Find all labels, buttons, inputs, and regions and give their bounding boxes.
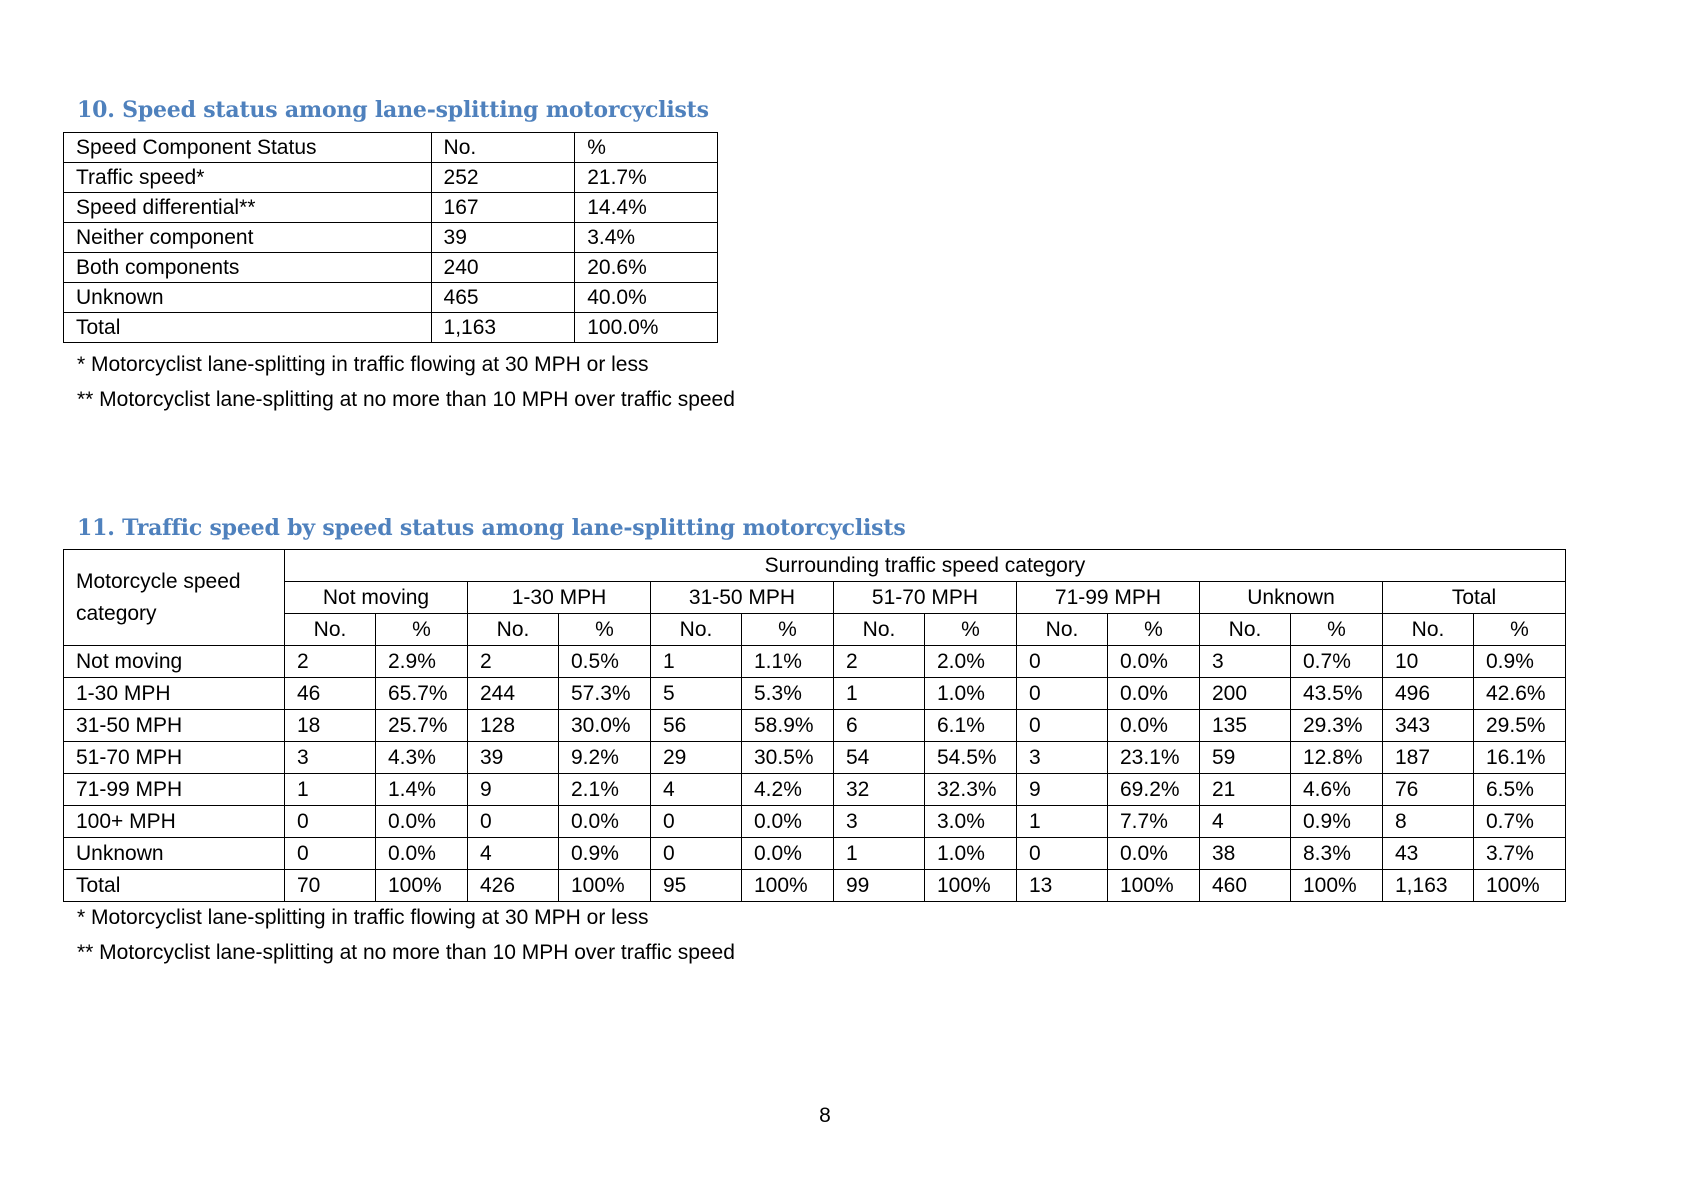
table-header-row	[64, 133, 718, 163]
table-total-row	[64, 313, 718, 343]
table-cell: 7.7%	[1108, 806, 1200, 838]
table-cell: 465	[431, 283, 575, 313]
table-cell: 9.2%	[559, 742, 651, 774]
table-cell: 135	[1200, 710, 1291, 742]
table-cell: 0.7%	[1474, 806, 1566, 838]
table-cell: Traffic speed*	[64, 163, 432, 193]
table-cell: 1.4%	[376, 774, 468, 806]
column-header: %	[1474, 614, 1566, 646]
table-cell: 0.0%	[1108, 646, 1200, 678]
table-cell: 76	[1383, 774, 1474, 806]
table-cell: 100%	[559, 870, 651, 902]
table-cell: 54.5%	[925, 742, 1017, 774]
table-cell: 0.0%	[1108, 678, 1200, 710]
table-cell: 21	[1200, 774, 1291, 806]
table-cell: Both components	[64, 253, 432, 283]
table-cell: 20.6%	[575, 253, 718, 283]
table-cell: 1,163	[431, 313, 575, 343]
table-cell: 0.0%	[1108, 838, 1200, 870]
table-cell: 0.9%	[1474, 646, 1566, 678]
table-cell: 32.3%	[925, 774, 1017, 806]
column-header: %	[376, 614, 468, 646]
row-label: 71-99 MPH	[64, 774, 285, 806]
column-header: No.	[1200, 614, 1291, 646]
table-cell: 1.0%	[925, 838, 1017, 870]
table-cell: 30.5%	[742, 742, 834, 774]
table-cell: 2.1%	[559, 774, 651, 806]
table-cell: 0.9%	[1291, 806, 1383, 838]
table-cell: 1	[651, 646, 742, 678]
table-row	[64, 223, 718, 253]
row-label: 31-50 MPH	[64, 710, 285, 742]
table-cell: 6.1%	[925, 710, 1017, 742]
table-cell: 100%	[742, 870, 834, 902]
table-cell: 496	[1383, 678, 1474, 710]
table-cell: 10	[1383, 646, 1474, 678]
table-row	[64, 678, 1566, 710]
table-cell: 14.4%	[575, 193, 718, 223]
row-label: 51-70 MPH	[64, 742, 285, 774]
table-cell: 0	[651, 838, 742, 870]
table-cell: 3	[285, 742, 376, 774]
table-cell: 25.7%	[376, 710, 468, 742]
table-cell: 0	[285, 838, 376, 870]
table-10-title: 10. Speed status among lane-splitting motorcyclists	[77, 97, 709, 123]
table-cell: 460	[1200, 870, 1291, 902]
table-cell: 4.2%	[742, 774, 834, 806]
category-header: Unknown	[1200, 582, 1383, 614]
table-cell: 240	[431, 253, 575, 283]
table-cell: 43.5%	[1291, 678, 1383, 710]
table-row	[64, 774, 1566, 806]
table-cell: 100%	[1108, 870, 1200, 902]
table-cell: 0	[1017, 646, 1108, 678]
table-cell: 426	[468, 870, 559, 902]
table-cell: 4	[651, 774, 742, 806]
table-row	[64, 742, 1566, 774]
table-cell: 0.9%	[559, 838, 651, 870]
group-header-row	[64, 550, 1566, 582]
table-cell: 0	[285, 806, 376, 838]
table-cell: 46	[285, 678, 376, 710]
table-total-row	[64, 870, 1566, 902]
column-header: No.	[834, 614, 925, 646]
table-cell: 56	[651, 710, 742, 742]
table-cell: 29.5%	[1474, 710, 1566, 742]
category-header: 71-99 MPH	[1017, 582, 1200, 614]
table-cell: 3.0%	[925, 806, 1017, 838]
table-cell: 0.0%	[1108, 710, 1200, 742]
table-cell: 1.1%	[742, 646, 834, 678]
table-cell: 59	[1200, 742, 1291, 774]
table-row	[64, 253, 718, 283]
table-cell: 0	[1017, 678, 1108, 710]
footnote-traffic-speed: * Motorcyclist lane-splitting in traffic flowing at 30 MPH or less	[77, 353, 649, 376]
footnote-traffic-speed: * Motorcyclist lane-splitting in traffic flowing at 30 MPH or less	[77, 906, 649, 929]
table-cell: 43	[1383, 838, 1474, 870]
table-cell: 0	[1017, 710, 1108, 742]
column-header: %	[925, 614, 1017, 646]
table-cell: 100%	[1291, 870, 1383, 902]
table-11-title: 11. Traffic speed by speed status among lane-splitting motorcyclists	[77, 515, 906, 541]
table-cell: 3.4%	[575, 223, 718, 253]
table-cell: 57.3%	[559, 678, 651, 710]
table-cell: Unknown	[64, 283, 432, 313]
table-cell: 128	[468, 710, 559, 742]
speed-status-table	[63, 132, 718, 343]
row-label: 1-30 MPH	[64, 678, 285, 710]
table-cell: 5	[651, 678, 742, 710]
table-cell: 65.7%	[376, 678, 468, 710]
table-row	[64, 646, 1566, 678]
table-cell: 18	[285, 710, 376, 742]
group-header: Surrounding traffic speed category	[285, 550, 1566, 582]
table-row	[64, 193, 718, 223]
row-label: Not moving	[64, 646, 285, 678]
table-cell: 4.6%	[1291, 774, 1383, 806]
table-cell: 4	[1200, 806, 1291, 838]
table-cell: 0.0%	[742, 838, 834, 870]
table-cell: 16.1%	[1474, 742, 1566, 774]
footnote-speed-differential: ** Motorcyclist lane-splitting at no more than 10 MPH over traffic speed	[77, 388, 735, 411]
table-cell: 54	[834, 742, 925, 774]
table-cell: 100%	[1474, 870, 1566, 902]
table-cell: 3	[1200, 646, 1291, 678]
table-cell: 0	[468, 806, 559, 838]
table-cell: 1	[834, 838, 925, 870]
table-row	[64, 710, 1566, 742]
table-cell: 29.3%	[1291, 710, 1383, 742]
column-header: %	[1108, 614, 1200, 646]
table-cell: 2.9%	[376, 646, 468, 678]
table-cell: 13	[1017, 870, 1108, 902]
table-cell: 21.7%	[575, 163, 718, 193]
table-cell: 8	[1383, 806, 1474, 838]
table-cell: 6	[834, 710, 925, 742]
table-cell: 2	[468, 646, 559, 678]
table-cell: Neither component	[64, 223, 432, 253]
table-cell: 0	[1017, 838, 1108, 870]
category-header: 51-70 MPH	[834, 582, 1017, 614]
table-cell: 70	[285, 870, 376, 902]
table-cell: 0.0%	[376, 838, 468, 870]
table-cell: 1.0%	[925, 678, 1017, 710]
table-cell: 9	[468, 774, 559, 806]
table-cell: 32	[834, 774, 925, 806]
table-cell: 3	[834, 806, 925, 838]
table-cell: 38	[1200, 838, 1291, 870]
column-header: %	[1291, 614, 1383, 646]
category-header: Not moving	[285, 582, 468, 614]
table-cell: Speed differential**	[64, 193, 432, 223]
table-cell: 23.1%	[1108, 742, 1200, 774]
column-header: %	[575, 133, 718, 163]
table-cell: 99	[834, 870, 925, 902]
table-cell: 200	[1200, 678, 1291, 710]
table-cell: 40.0%	[575, 283, 718, 313]
table-cell: 0.5%	[559, 646, 651, 678]
table-cell: Total	[64, 313, 432, 343]
column-header: No.	[651, 614, 742, 646]
row-label: 100+ MPH	[64, 806, 285, 838]
column-header: %	[559, 614, 651, 646]
footnote-speed-differential: ** Motorcyclist lane-splitting at no more than 10 MPH over traffic speed	[77, 941, 735, 964]
table-cell: 1	[834, 678, 925, 710]
table-cell: 100.0%	[575, 313, 718, 343]
table-row	[64, 838, 1566, 870]
table-cell: 187	[1383, 742, 1474, 774]
table-row	[64, 163, 718, 193]
page-number: 8	[819, 1104, 831, 1127]
category-header: Total	[1383, 582, 1566, 614]
table-cell: 42.6%	[1474, 678, 1566, 710]
table-cell: 3.7%	[1474, 838, 1566, 870]
table-row	[64, 806, 1566, 838]
table-cell: 4	[468, 838, 559, 870]
column-header: No.	[1017, 614, 1108, 646]
table-cell: 1	[285, 774, 376, 806]
column-header: No.	[468, 614, 559, 646]
table-cell: 58.9%	[742, 710, 834, 742]
table-cell: 1	[1017, 806, 1108, 838]
sub-header-row	[64, 614, 1566, 646]
table-cell: 167	[431, 193, 575, 223]
table-cell: 29	[651, 742, 742, 774]
row-header: Motorcycle speed category	[64, 550, 285, 646]
table-cell: 6.5%	[1474, 774, 1566, 806]
column-header: No.	[1383, 614, 1474, 646]
table-cell: 39	[431, 223, 575, 253]
category-header: 1-30 MPH	[468, 582, 651, 614]
column-header: %	[742, 614, 834, 646]
column-header: No.	[431, 133, 575, 163]
table-cell: 0	[651, 806, 742, 838]
table-cell: 5.3%	[742, 678, 834, 710]
row-label: Total	[64, 870, 285, 902]
table-cell: 39	[468, 742, 559, 774]
table-cell: 2	[285, 646, 376, 678]
table-cell: 0.0%	[559, 806, 651, 838]
category-header: 31-50 MPH	[651, 582, 834, 614]
column-header: Speed Component Status	[64, 133, 432, 163]
table-cell: 95	[651, 870, 742, 902]
table-cell: 343	[1383, 710, 1474, 742]
table-cell: 2.0%	[925, 646, 1017, 678]
table-cell: 252	[431, 163, 575, 193]
category-header-row	[64, 582, 1566, 614]
table-cell: 0.0%	[742, 806, 834, 838]
table-cell: 1,163	[1383, 870, 1474, 902]
table-cell: 0.0%	[376, 806, 468, 838]
table-cell: 69.2%	[1108, 774, 1200, 806]
table-row	[64, 283, 718, 313]
table-cell: 9	[1017, 774, 1108, 806]
table-cell: 0.7%	[1291, 646, 1383, 678]
table-cell: 8.3%	[1291, 838, 1383, 870]
table-cell: 244	[468, 678, 559, 710]
traffic-speed-table	[63, 549, 1566, 902]
table-cell: 100%	[376, 870, 468, 902]
table-cell: 12.8%	[1291, 742, 1383, 774]
row-label: Unknown	[64, 838, 285, 870]
column-header: No.	[285, 614, 376, 646]
table-cell: 3	[1017, 742, 1108, 774]
table-cell: 30.0%	[559, 710, 651, 742]
table-cell: 100%	[925, 870, 1017, 902]
table-cell: 4.3%	[376, 742, 468, 774]
table-cell: 2	[834, 646, 925, 678]
